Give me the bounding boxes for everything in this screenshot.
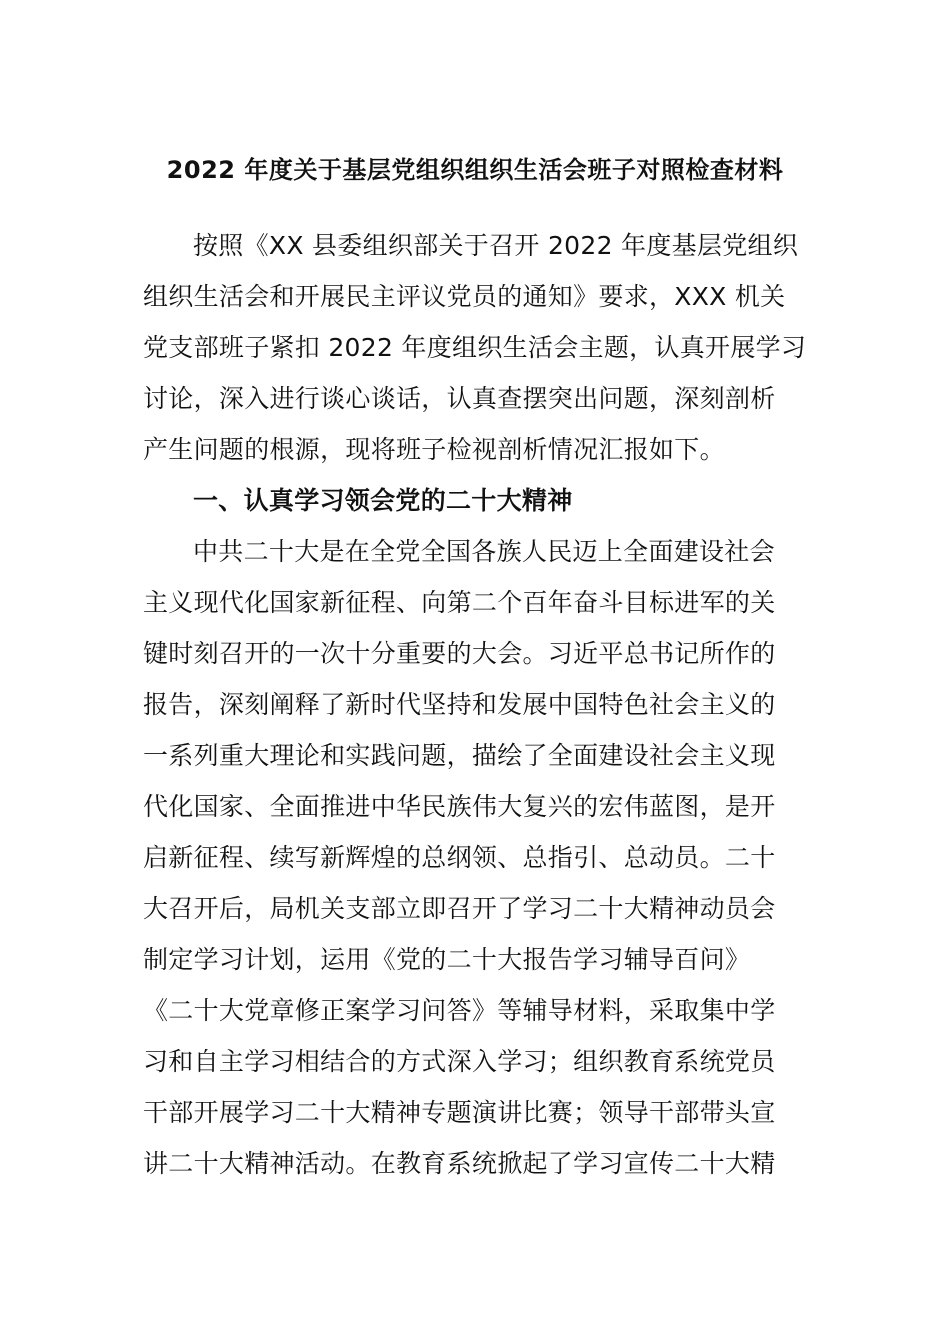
text-line: 组织生活会和开展民主评议党员的通知》要求，XXX 机关 — [143, 282, 786, 311]
text-line: 大召开后，局机关支部立即召开了学习二十大精神动员会 — [143, 894, 776, 923]
text-line: 按照《XX 县委组织部关于召开 2022 年度基层党组织 — [193, 231, 799, 260]
document-title: 2022 年度关于基层党组织组织生活会班子对照检查材料 — [166, 156, 784, 184]
section-heading: 一、认真学习领会党的二十大精神 — [193, 486, 573, 515]
text-line: 中共二十大是在全党全国各族人民迈上全面建设社会 — [193, 537, 775, 566]
text-line: 讲二十大精神活动。在教育系统掀起了学习宣传二十大精 — [143, 1149, 776, 1178]
text-line: 党支部班子紧扣 2022 年度组织生活会主题，认真开展学习 — [143, 333, 807, 362]
text-line: 制定学习计划，运用《党的二十大报告学习辅导百问》 — [143, 945, 751, 974]
text-line: 《二十大党章修正案学习问答》等辅导材料，采取集中学 — [143, 996, 776, 1025]
text-line: 讨论，深入进行谈心谈话，认真查摆突出问题，深刻剖析 — [143, 384, 776, 413]
text-line: 报告，深刻阐释了新时代坚持和发展中国特色社会主义的 — [143, 690, 776, 719]
text-line: 主义现代化国家新征程、向第二个百年奋斗目标进军的关 — [143, 588, 776, 617]
text-line: 代化国家、全面推进中华民族伟大复兴的宏伟蓝图，是开 — [143, 792, 776, 821]
text-line: 干部开展学习二十大精神专题演讲比赛；领导干部带头宣 — [143, 1098, 776, 1127]
text-line: 习和自主学习相结合的方式深入学习；组织教育系统党员 — [143, 1047, 776, 1076]
text-line: 启新征程、续写新辉煌的总纲领、总指引、总动员。二十 — [143, 843, 776, 872]
text-line: 键时刻召开的一次十分重要的大会。习近平总书记所作的 — [143, 639, 776, 668]
text-line: 一系列重大理论和实践问题，描绘了全面建设社会主义现 — [143, 741, 776, 770]
text-line: 产生问题的根源，现将班子检视剖析情况汇报如下。 — [143, 435, 725, 464]
